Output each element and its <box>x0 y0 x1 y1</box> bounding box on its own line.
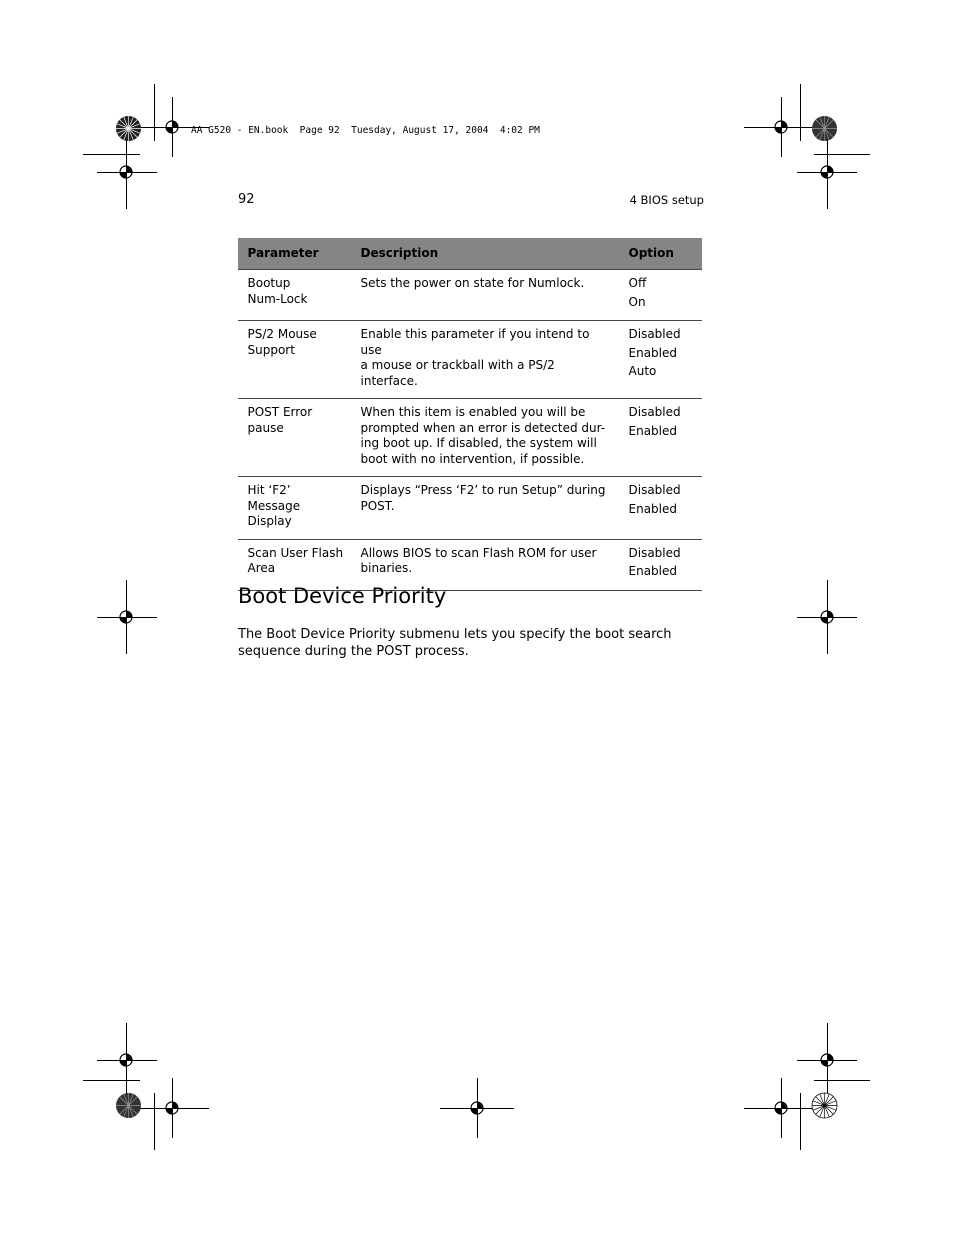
registration-mark-icon <box>769 1096 793 1120</box>
description-line: a mouse or trackball with a PS/2 interface. <box>360 358 555 388</box>
option-cell <box>619 399 702 477</box>
parameter-line: Hit ‘F2’ Message <box>247 483 301 513</box>
description-cell <box>351 321 619 399</box>
description-line: Enable this parameter if you intend to use <box>360 327 590 357</box>
description-line: When this item is enabled you will be <box>360 405 586 419</box>
starburst-target-icon <box>115 115 142 142</box>
registration-mark-icon <box>114 1048 138 1072</box>
option-cell <box>619 477 702 540</box>
registration-mark-icon <box>815 160 839 184</box>
description-line: Displays “Press ‘F2’ to run Setup” during <box>360 483 606 497</box>
option-value: Enabled <box>628 501 677 516</box>
starburst-target-icon <box>811 1092 838 1119</box>
registration-mark-icon <box>815 1048 839 1072</box>
parameter-cell <box>238 399 351 477</box>
option-value: Disabled <box>628 545 681 560</box>
parameter-line: Area <box>247 561 276 575</box>
parameter-cell <box>238 477 351 540</box>
option-value: Off <box>628 276 647 290</box>
option-value: Disabled <box>628 405 681 419</box>
option-value: Enabled <box>628 423 677 438</box>
body-line: sequence during the POST process. <box>238 644 469 659</box>
option-value: Enabled <box>628 564 677 578</box>
description-cell <box>351 270 619 321</box>
parameter-line: Support <box>247 342 295 357</box>
registration-mark-icon <box>465 1096 489 1120</box>
description-cell <box>351 399 619 477</box>
parameter-line: Num-Lock <box>247 291 308 306</box>
column-header-option: Option <box>619 238 702 270</box>
description-cell <box>351 477 619 540</box>
parameter-line: Scan User Flash <box>247 545 344 560</box>
description-line: Allows BIOS to scan Flash ROM for user <box>360 545 597 560</box>
bios-parameter-table <box>238 238 702 591</box>
table-row <box>238 399 702 477</box>
parameter-line: Display <box>247 514 292 528</box>
column-header-description: Description <box>351 238 619 270</box>
registration-mark-icon <box>114 160 138 184</box>
description-line: prompted when an error is detected dur- <box>360 420 606 435</box>
parameter-line: Bootup <box>247 276 291 290</box>
description-line: Sets the power on state for Numlock. <box>360 276 585 290</box>
description-line: ing boot up. If disabled, the system will <box>360 436 597 450</box>
parameter-line: pause <box>247 420 284 435</box>
parameter-line: POST Error <box>247 405 313 419</box>
description-line: boot with no intervention, if possible. <box>360 451 585 466</box>
option-cell <box>619 539 702 590</box>
starburst-target-icon <box>115 1092 142 1119</box>
registration-mark-icon <box>815 605 839 629</box>
column-header-parameter: Parameter <box>238 238 351 270</box>
section-body <box>238 626 708 660</box>
slug-line: AA G520 - EN.book Page 92 Tuesday, August 17, 2004 4:02 PM <box>191 125 540 136</box>
registration-mark-icon <box>114 605 138 629</box>
parameter-line: PS/2 Mouse <box>247 327 317 341</box>
table-row <box>238 270 702 321</box>
option-value: On <box>628 294 646 309</box>
table-header-row <box>238 238 702 270</box>
description-line: POST. <box>360 498 395 513</box>
option-value: Auto <box>628 364 657 378</box>
description-line: binaries. <box>360 561 413 575</box>
parameter-cell <box>238 270 351 321</box>
option-value: Disabled <box>628 483 681 497</box>
registration-mark-icon <box>160 115 184 139</box>
page-number: 92 <box>238 192 255 207</box>
table-row <box>238 321 702 399</box>
option-value: Disabled <box>628 327 681 341</box>
option-cell <box>619 321 702 399</box>
parameter-cell <box>238 539 351 590</box>
body-line: The Boot Device Priority submenu lets you specify the boot search <box>238 627 672 642</box>
starburst-target-icon <box>811 115 838 142</box>
registration-mark-icon <box>160 1096 184 1120</box>
registration-mark-icon <box>769 115 793 139</box>
table-row <box>238 477 702 540</box>
running-head: 4 BIOS setup <box>629 193 704 207</box>
section-title: Boot Device Priority <box>238 584 447 608</box>
option-cell <box>619 270 702 321</box>
table-row <box>238 539 702 590</box>
parameter-cell <box>238 321 351 399</box>
option-value: Enabled <box>628 345 677 360</box>
description-cell <box>351 539 619 590</box>
